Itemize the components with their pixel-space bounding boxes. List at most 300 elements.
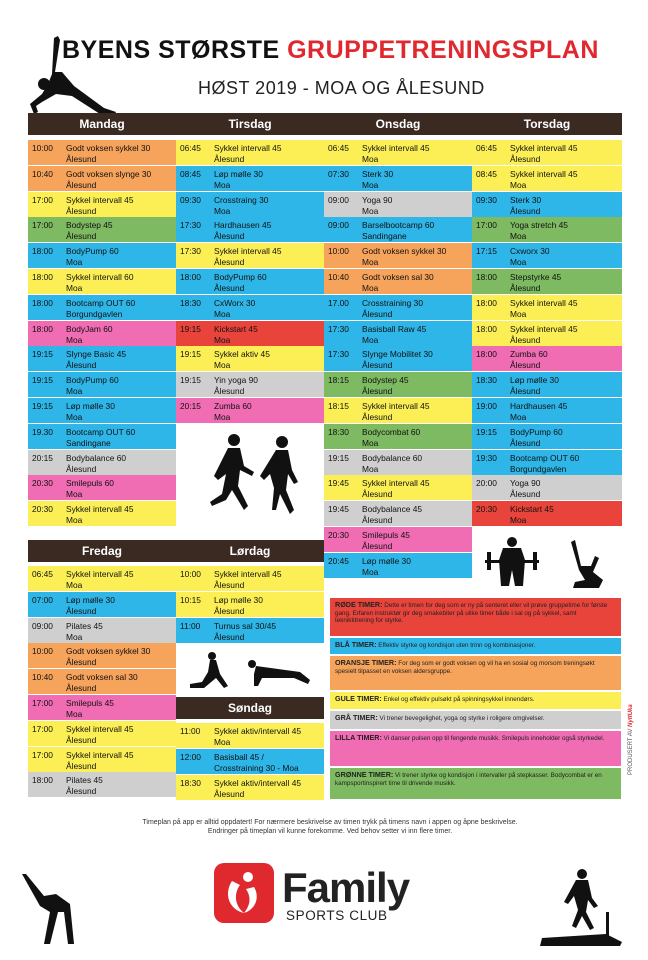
class-time: 18:30 — [476, 375, 497, 386]
class-slot[interactable] — [28, 295, 176, 321]
class-time: 10:40 — [32, 672, 53, 683]
class-location: Moa — [214, 308, 231, 319]
class-location: Moa — [362, 257, 379, 268]
legend-item — [330, 711, 621, 729]
class-location: Moa — [510, 308, 527, 319]
class-slot[interactable] — [472, 192, 622, 218]
day-header-tirsdag: Tirsdag — [228, 117, 272, 131]
class-time: 17:15 — [476, 246, 497, 257]
class-name: Godt voksen sykkel 30 — [362, 246, 447, 257]
class-location: Ålesund — [362, 541, 393, 551]
class-location: Ålesund — [66, 154, 97, 164]
class-time: 18:30 — [180, 297, 201, 308]
class-location: Moa — [214, 179, 231, 190]
class-name: Pilates 45 — [66, 620, 103, 631]
class-name: BodyPump 60 — [510, 426, 563, 437]
class-location: Moa — [66, 283, 83, 293]
class-slot[interactable] — [324, 140, 472, 166]
class-location: Moa — [66, 386, 83, 397]
class-time: 17:00 — [476, 220, 497, 231]
class-time: 10:40 — [328, 272, 349, 282]
class-name: Godt voksen slynge 30 — [66, 168, 152, 179]
class-slot[interactable] — [176, 398, 324, 424]
class-slot[interactable] — [176, 566, 324, 592]
class-slot[interactable] — [324, 450, 472, 476]
class-name: Bootcamp OUT 60 — [510, 452, 580, 463]
class-time: 11:00 — [180, 620, 201, 631]
class-time: 09:00 — [328, 220, 349, 231]
class-slot[interactable] — [176, 295, 324, 321]
class-name: Sterk 30 — [510, 194, 542, 205]
class-slot[interactable] — [28, 140, 176, 166]
class-name: Sykkel intervall 45 — [66, 569, 134, 579]
class-slot[interactable] — [28, 372, 176, 398]
class-slot[interactable] — [28, 772, 176, 798]
class-name: Sykkel aktiv 45 — [214, 349, 270, 360]
class-slot[interactable] — [28, 747, 176, 773]
class-name: Sykkel aktiv/intervall 45 — [214, 726, 302, 736]
class-slot[interactable] — [28, 618, 176, 644]
class-slot[interactable] — [324, 346, 472, 372]
day-header-torsdag: Torsdag — [523, 117, 571, 131]
class-time: 18:00 — [180, 272, 201, 282]
class-slot[interactable] — [176, 775, 324, 801]
class-name: Bodybalance 60 — [362, 452, 423, 463]
class-location: Ålesund — [66, 657, 97, 668]
class-time: 17:00 — [32, 723, 53, 734]
class-location: Ålesund — [510, 489, 541, 500]
day-header-onsdag: Onsdag — [375, 117, 421, 131]
class-slot[interactable] — [28, 217, 176, 243]
class-location: Ålesund — [214, 257, 245, 268]
class-slot[interactable] — [176, 592, 324, 618]
class-name: Stepstyrke 45 — [510, 272, 562, 282]
class-location: Moa — [214, 737, 231, 747]
class-slot[interactable] — [176, 192, 324, 218]
class-slot[interactable] — [472, 166, 622, 192]
class-name: Slynge Mobilitet 30 — [362, 349, 433, 360]
class-location: Borgundgavlen — [66, 308, 123, 319]
class-slot[interactable] — [324, 217, 472, 243]
class-slot[interactable] — [472, 295, 622, 321]
class-location: Moa — [510, 231, 527, 242]
class-location: Ålesund — [66, 179, 97, 190]
class-slot[interactable] — [472, 140, 622, 166]
class-slot[interactable] — [28, 501, 176, 527]
class-location: Moa — [510, 412, 527, 422]
class-slot[interactable] — [324, 527, 472, 553]
class-location: Ålesund — [214, 154, 245, 164]
class-slot[interactable] — [324, 553, 472, 579]
class-location: Moa — [510, 257, 527, 268]
page-subtitle: HØST 2019 - MOA OG ÅLESUND — [198, 78, 485, 98]
class-time: 09:30 — [180, 194, 201, 205]
class-time: 20:15 — [32, 452, 53, 463]
class-time: 17:00 — [32, 749, 53, 760]
legend-text: Effektiv styrke og kondisjon uten trinn og kombinasjoner. — [378, 642, 536, 649]
class-location: Ålesund — [214, 788, 245, 799]
class-name: Godt voksen sal 30 — [362, 272, 434, 282]
class-location: Moa — [510, 179, 527, 190]
legend-key: GRÅ TIMER: — [335, 713, 378, 722]
class-name: Sykkel intervall 45 — [362, 401, 430, 411]
class-time: 10:00 — [180, 569, 201, 579]
class-slot[interactable] — [176, 243, 324, 269]
class-slot[interactable] — [28, 643, 176, 669]
runners-figure-icon — [198, 430, 308, 530]
class-slot[interactable] — [176, 140, 324, 166]
class-location: Moa — [66, 489, 83, 500]
class-name: Sykkel intervall 45 — [214, 569, 282, 579]
class-time: 06:45 — [476, 143, 497, 153]
class-slot[interactable] — [176, 166, 324, 192]
class-time: 17.00 — [328, 297, 349, 308]
class-location: Moa — [66, 709, 83, 719]
class-name: BodyPump 60 — [66, 375, 119, 386]
class-name: Sykkel intervall 45 — [362, 478, 430, 489]
class-time: 18:15 — [328, 375, 349, 386]
class-location: Ålesund — [214, 386, 245, 397]
class-name: BodyPump 60 — [214, 272, 267, 282]
yoga-plank-figure-icon — [182, 650, 322, 694]
class-location: Moa — [214, 334, 231, 345]
legend-key: GULE TIMER: — [335, 694, 382, 703]
class-location: Moa — [66, 631, 83, 642]
class-time: 18:00 — [32, 297, 53, 308]
footer-note: Timeplan på app er alltid oppdatert! For nærmere beskrivelse av timen trykk på timens navn i appen og åpne beskrivelse. Endringer på timeplan vil kunne forekomme. Ved behov setter vi inn flere timer. — [142, 819, 518, 835]
class-name: Cxworx 30 — [510, 246, 550, 257]
class-time: 10:00 — [32, 143, 53, 153]
class-slot[interactable] — [28, 166, 176, 192]
class-slot[interactable] — [324, 295, 472, 321]
class-time: 20:00 — [476, 478, 497, 489]
class-slot[interactable] — [472, 450, 622, 476]
treadmill-runner-icon — [536, 868, 626, 948]
class-name: Pilates 45 — [66, 775, 103, 786]
weightlifter-bike-figure-icon — [485, 536, 620, 594]
class-slot[interactable] — [324, 321, 472, 347]
class-location: Ålesund — [66, 360, 97, 371]
class-time: 09:00 — [32, 620, 53, 631]
class-slot[interactable] — [324, 424, 472, 450]
class-time: 17:30 — [328, 323, 349, 334]
class-location: Ålesund — [214, 580, 245, 590]
class-name: Bodybalance 45 — [362, 504, 423, 515]
class-location: Moa — [362, 179, 379, 190]
class-location: Sandingane — [362, 231, 407, 242]
class-name: Sykkel intervall 45 — [510, 143, 578, 153]
class-slot[interactable] — [28, 346, 176, 372]
class-time: 10:00 — [32, 646, 53, 657]
class-name: Turnus sal 30/45 — [214, 620, 277, 631]
class-name: Løp mølle 30 — [214, 594, 263, 605]
class-name: Kickstart 45 — [214, 323, 258, 334]
class-name: Sykkel intervall 45 — [214, 143, 282, 153]
class-slot[interactable] — [472, 217, 622, 243]
class-name: Smilepuls 45 — [66, 698, 114, 708]
class-slot[interactable] — [28, 475, 176, 501]
class-time: 18:00 — [476, 323, 497, 334]
class-location: Ålesund — [66, 683, 97, 694]
class-location: Ålesund — [66, 760, 97, 771]
class-name: Bootcamp OUT 60 — [66, 297, 136, 308]
class-slot[interactable] — [472, 398, 622, 424]
class-slot[interactable] — [472, 475, 622, 501]
class-slot[interactable] — [176, 723, 324, 749]
legend-text: Vi trener bevegelighet, yoga og styrke i roligere omgivelser. — [379, 715, 545, 722]
class-name: Bodystep 45 — [362, 375, 409, 386]
legend-text: Enkel og effektiv pulsøkt på spinningsykkel innendørs. — [383, 696, 535, 703]
legend-item — [330, 598, 621, 636]
class-location: Ålesund — [66, 605, 97, 616]
class-slot[interactable] — [176, 217, 324, 243]
class-time: 20:45 — [328, 555, 349, 566]
class-location: Moa — [362, 566, 379, 577]
class-time: 17:00 — [32, 698, 53, 708]
class-location: Ålesund — [510, 334, 541, 345]
class-location: Moa — [362, 283, 379, 293]
class-time: 06:45 — [328, 143, 349, 153]
class-name: Sykkel intervall 45 — [214, 246, 282, 257]
class-slot[interactable] — [176, 749, 324, 775]
class-slot[interactable] — [324, 192, 472, 218]
class-name: Slynge Basic 45 — [66, 349, 127, 360]
class-slot[interactable] — [472, 424, 622, 450]
class-name: Zumba 60 — [510, 349, 548, 360]
class-location: Moa — [214, 360, 231, 371]
class-location: Ålesund — [510, 360, 541, 371]
class-slot[interactable] — [28, 566, 176, 592]
class-name: Barselbootcamp 60 — [362, 220, 435, 231]
class-location: Ålesund — [510, 283, 541, 293]
class-slot[interactable] — [472, 321, 622, 347]
class-name: Bootcamp OUT 60 — [66, 426, 136, 437]
class-location: Ålesund — [214, 231, 245, 242]
class-slot[interactable] — [324, 269, 472, 295]
class-name: Bodycombat 60 — [362, 426, 421, 437]
class-time: 17:00 — [32, 220, 53, 231]
class-name: Yoga 90 — [362, 194, 393, 205]
legend-item — [330, 656, 621, 690]
class-time: 18:00 — [32, 246, 53, 257]
day-header-fredag: Fredag — [81, 544, 122, 558]
class-slot[interactable] — [28, 450, 176, 476]
class-location: Moa — [66, 257, 83, 268]
day-header-mandag: Mandag — [79, 117, 125, 131]
class-location: Moa — [510, 515, 527, 526]
class-name: BodyPump 60 — [66, 246, 119, 257]
legend-item — [330, 731, 621, 766]
class-location: Ålesund — [362, 386, 393, 397]
class-slot[interactable] — [28, 721, 176, 747]
class-name: Løp mølle 30 — [66, 401, 115, 411]
class-location: Sandingane — [66, 437, 111, 448]
class-time: 18:30 — [180, 777, 201, 788]
class-location: Moa — [362, 334, 379, 345]
class-name: Crosstraing 30 — [214, 194, 269, 205]
class-location: Ålesund — [510, 205, 541, 216]
class-location: Moa — [66, 515, 83, 526]
produsert-av: PRODUSERT AV NyttUka — [628, 704, 634, 775]
class-location: Moa — [66, 412, 83, 422]
class-slot[interactable] — [176, 618, 324, 644]
class-location: Ålesund — [510, 386, 541, 397]
class-time: 19.30 — [32, 426, 53, 437]
day-header-lordag: Lørdag — [229, 544, 271, 558]
class-location: Ålesund — [66, 734, 97, 745]
class-time: 17:30 — [180, 220, 201, 231]
class-slot[interactable] — [28, 669, 176, 695]
class-time: 20:15 — [180, 401, 201, 411]
class-slot[interactable] — [324, 475, 472, 501]
class-slot[interactable] — [324, 398, 472, 424]
class-location: Ålesund — [362, 308, 393, 319]
legend-text: Vi danser pulsen opp til fengende musikk. Smilepuls inneholder også styrkedel. — [383, 735, 605, 742]
page-title: BYENS STØRSTE GRUPPETRENINGSPLAN — [62, 36, 599, 64]
class-slot[interactable] — [472, 269, 622, 295]
brand-sports-club: SPORTS CLUB — [286, 908, 388, 923]
class-time: 19:45 — [328, 478, 349, 489]
class-slot[interactable] — [324, 372, 472, 398]
class-time: 08:45 — [180, 168, 201, 179]
class-name: Hardhausen 45 — [214, 220, 272, 231]
legend-text: For deg som er godt voksen og vil ha en sosial og morsom treningsøkt spesielt tilpasset en voksen aldersgruppe. — [335, 660, 595, 675]
class-slot[interactable] — [28, 592, 176, 618]
class-slot[interactable] — [28, 192, 176, 218]
class-location: Moa — [362, 154, 379, 164]
class-name: Godt voksen sykkel 30 — [66, 143, 151, 153]
class-name: Godt voksen sal 30 — [66, 672, 138, 683]
class-location: Ålesund — [66, 205, 97, 216]
class-name: Bodybalance 60 — [66, 452, 127, 463]
class-time: 20:30 — [32, 478, 53, 489]
class-time: 19:30 — [476, 452, 497, 463]
class-time: 19:15 — [180, 323, 201, 334]
class-time: 10:00 — [328, 246, 349, 257]
class-time: 06:45 — [32, 569, 53, 579]
class-location: Ålesund — [66, 786, 97, 797]
class-name: Hardhausen 45 — [510, 401, 568, 411]
class-name: Smilepuls 60 — [66, 478, 114, 489]
class-name: Crosstraining 30 — [362, 297, 423, 308]
class-name: Løp mølle 30 — [214, 168, 263, 179]
class-location: Moa — [214, 412, 231, 422]
class-location: Ålesund — [214, 605, 245, 616]
class-name: Løp mølle 30 — [510, 375, 559, 386]
class-slot[interactable] — [324, 166, 472, 192]
legend-item — [330, 638, 621, 654]
legend-text: Dette er timen for deg som er ny på senteret eller vil prøve gruppetime for første gang. Erfaren instruktør gir deg smakebiter på ulike timer både i sal og på sykkel, samt teknikktrening for styrke. — [335, 602, 608, 625]
class-name: Sykkel intervall 45 — [362, 143, 430, 153]
family-logo-icon — [214, 863, 274, 923]
class-slot[interactable] — [472, 372, 622, 398]
side-plank-figure-icon — [14, 32, 124, 116]
class-location: Ålesund — [362, 412, 393, 422]
class-time: 20:30 — [328, 530, 349, 540]
class-location: Ålesund — [510, 154, 541, 164]
class-location: Ålesund — [362, 515, 393, 526]
day-header-sondag: Søndag — [176, 697, 324, 719]
class-slot[interactable] — [28, 321, 176, 347]
class-name: Kickstart 45 — [510, 504, 554, 515]
class-name: Sykkel intervall 45 — [510, 323, 578, 334]
class-name: Smilepuls 45 — [362, 530, 410, 540]
class-slot[interactable] — [176, 346, 324, 372]
class-name: Sykkel intervall 45 — [66, 194, 134, 205]
class-time: 19:45 — [328, 504, 349, 515]
class-slot[interactable] — [324, 501, 472, 527]
class-slot[interactable] — [28, 695, 176, 721]
class-name: Basisball 45 / — [214, 751, 264, 762]
class-time: 10:40 — [32, 168, 53, 179]
class-time: 18:00 — [32, 272, 53, 282]
class-time: 20:30 — [476, 504, 497, 515]
class-time: 17:30 — [180, 246, 201, 257]
class-location: Ålesund — [362, 489, 393, 500]
legend-item — [330, 692, 621, 709]
class-name: Sykkel intervall 45 — [66, 723, 134, 734]
class-time: 18:00 — [476, 349, 497, 360]
legend-item — [330, 768, 621, 799]
class-slot[interactable] — [176, 269, 324, 295]
stretching-figure-icon — [14, 872, 104, 946]
class-time: 20:30 — [32, 504, 53, 515]
class-time: 17:30 — [328, 349, 349, 360]
class-slot[interactable] — [28, 243, 176, 269]
legend-key: ORANSJE TIMER: — [335, 658, 397, 667]
class-slot[interactable] — [28, 398, 176, 424]
class-slot[interactable] — [472, 243, 622, 269]
class-name: Sykkel intervall 45 — [66, 749, 134, 760]
legend-text: Vi trener styrke og kondisjon i intervaller på stepkasser. Bodycombat er en kampsportinspirert time til drivende musikk. — [335, 772, 602, 787]
class-time: 12:00 — [180, 751, 201, 762]
class-name: Sykkel intervall 60 — [66, 272, 134, 282]
class-location: Ålesund — [66, 231, 97, 242]
class-slot[interactable] — [324, 243, 472, 269]
class-location: Moa — [66, 580, 83, 590]
class-location: Crosstraining 30 - Moa — [214, 762, 299, 773]
class-location: Ålesund — [362, 360, 393, 371]
class-time: 18:15 — [328, 401, 349, 411]
class-location: Moa — [214, 205, 231, 216]
class-time: 18:00 — [476, 297, 497, 308]
class-slot[interactable] — [176, 372, 324, 398]
class-time: 18:00 — [476, 272, 497, 282]
class-name: Bodystep 45 — [66, 220, 113, 231]
class-time: 11:00 — [180, 726, 201, 736]
class-name: Zumba 60 — [214, 401, 252, 411]
class-name: Sykkel intervall 45 — [510, 168, 578, 179]
class-location: Borgundgavlen — [510, 463, 567, 474]
class-name: Sykkel intervall 45 — [66, 504, 134, 515]
class-name: Yoga 90 — [510, 478, 541, 489]
class-time: 17:00 — [32, 194, 53, 205]
class-time: 10:15 — [180, 594, 201, 605]
class-name: Yin yoga 90 — [214, 375, 258, 386]
class-slot[interactable] — [28, 269, 176, 295]
class-time: 18:00 — [32, 775, 53, 786]
class-name: Godt voksen sykkel 30 — [66, 646, 151, 657]
class-slot[interactable] — [472, 501, 622, 527]
class-time: 18:00 — [32, 323, 53, 334]
class-slot[interactable] — [176, 321, 324, 347]
class-time: 19:15 — [476, 426, 497, 437]
class-slot[interactable] — [28, 424, 176, 450]
legend-key: GRØNNE TIMER: — [335, 770, 394, 779]
class-time: 19:00 — [476, 401, 497, 411]
class-slot[interactable] — [472, 346, 622, 372]
class-name: Løp mølle 30 — [66, 594, 115, 605]
